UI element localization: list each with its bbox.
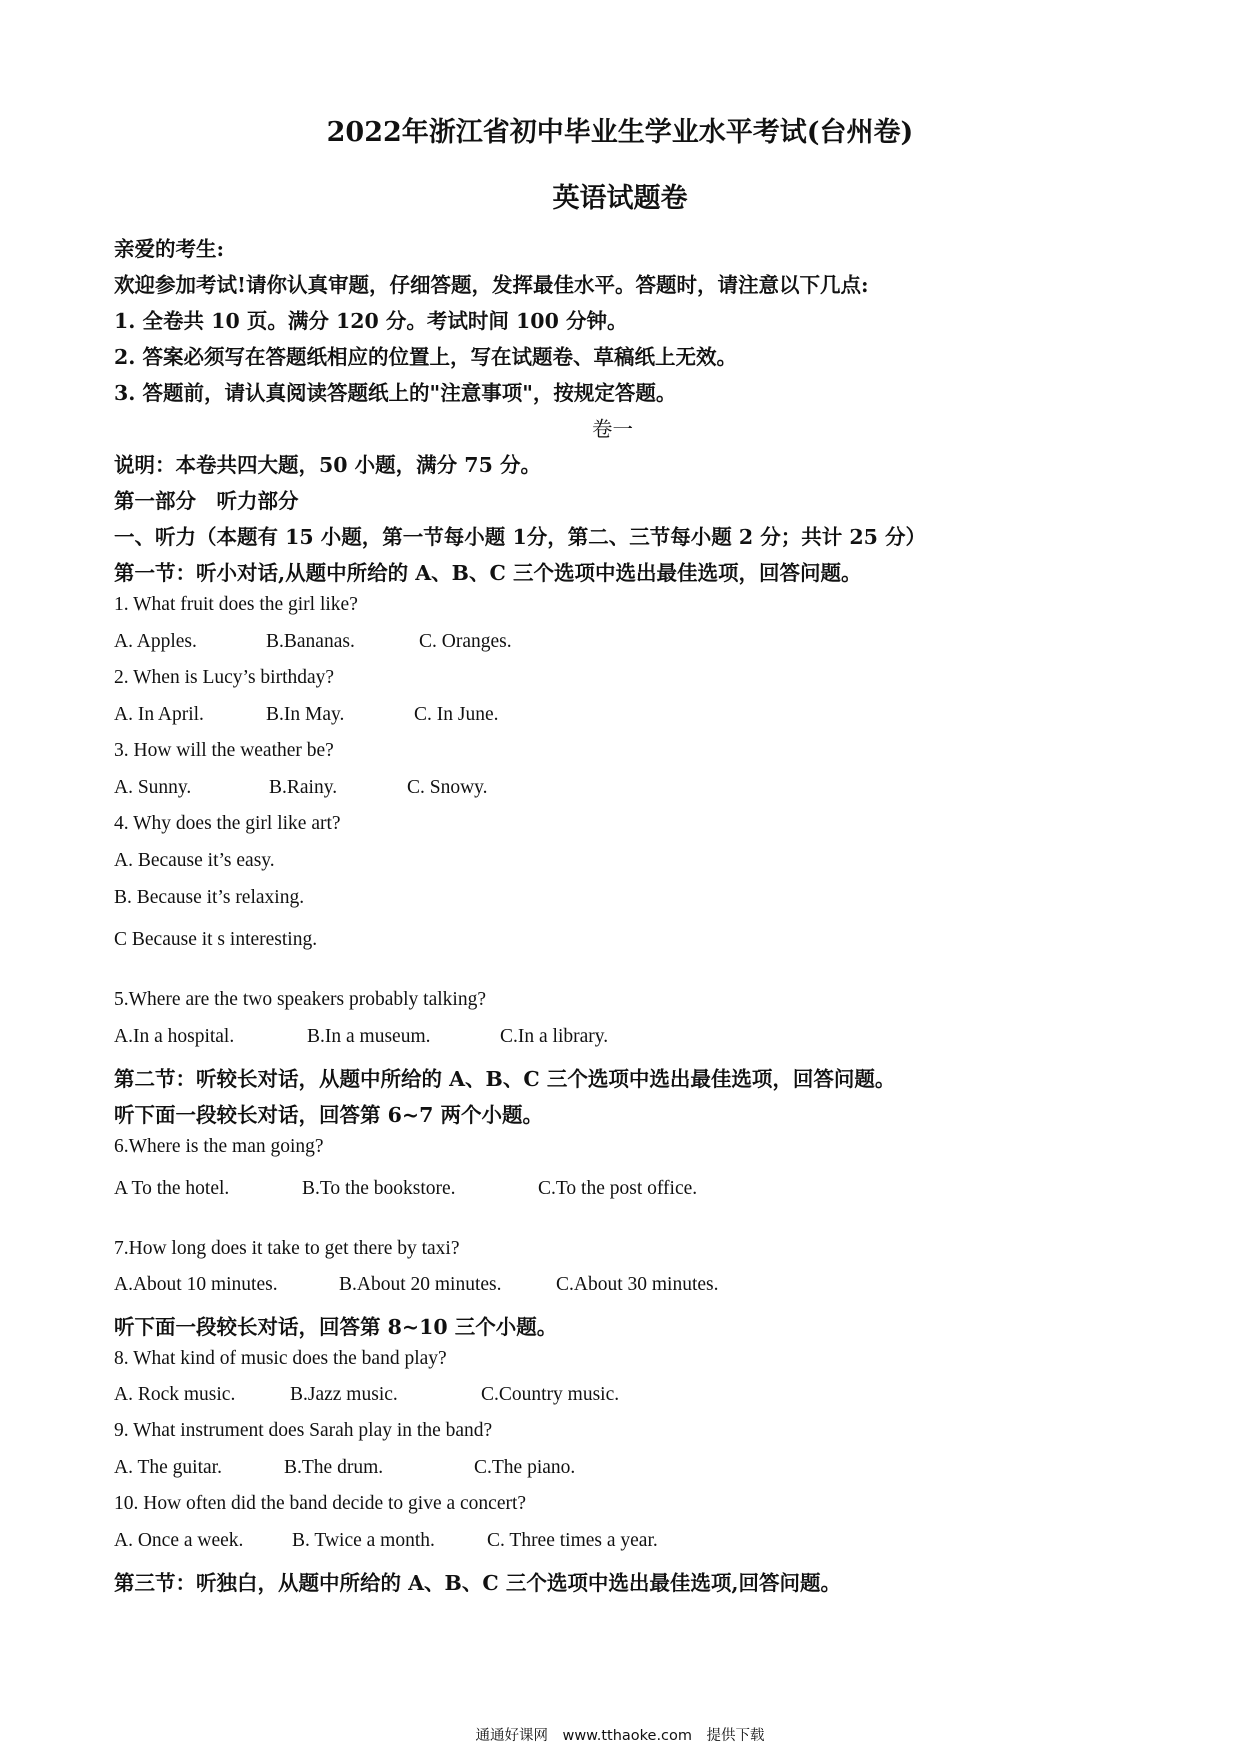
section2-instruction: 第二节：听较长对话，从题中所给的 A、B、C 三个选项中选出最佳选项，回答问题。 [114, 1067, 896, 1091]
page-subtitle: 英语试题卷 [552, 183, 688, 214]
question-1: 1. What fruit does the girl like? [114, 594, 358, 615]
section1-instruction: 第一节：听小对话,从题中所给的 A、B、C 三个选项中选出最佳选项，回答问题。 [114, 561, 862, 585]
option-8a: A. Rock music. [114, 1384, 236, 1405]
option-1a: A. Apples. [114, 631, 197, 652]
section3-instruction: 第三节：听独白，从题中所给的 A、B、C 三个选项中选出最佳选项,回答问题。 [114, 1571, 841, 1595]
option-6a: A To the hotel. [114, 1178, 230, 1199]
explanation: 说明：本卷共四大题，50 小题，满分 75 分。 [114, 453, 541, 477]
greeting: 亲爱的考生: [114, 237, 225, 261]
option-10b: B. Twice a month. [292, 1530, 435, 1551]
option-7c: C.About 30 minutes. [556, 1274, 719, 1295]
option-8b: B.Jazz music. [290, 1384, 398, 1405]
option-1c: C. Oranges. [419, 631, 512, 652]
question-6: 6.Where is the man going? [114, 1136, 324, 1157]
option-3a: A. Sunny. [114, 777, 192, 798]
dialogue-8-10-heading: 听下面一段较长对话，回答第 8~10 三个小题。 [114, 1315, 558, 1339]
option-6b: B.To the bookstore. [302, 1178, 456, 1199]
option-9a: A. The guitar. [114, 1457, 222, 1478]
option-5b: B.In a museum. [307, 1026, 431, 1047]
question-5: 5.Where are the two speakers probably talking? [114, 989, 486, 1010]
part-heading: 第一部分 听力部分 [114, 489, 299, 513]
dialogue-6-7-heading: 听下面一段较长对话，回答第 6~7 两个小题。 [114, 1103, 543, 1127]
welcome-text: 欢迎参加考试!请你认真审题，仔细答题，发挥最佳水平。答题时，请注意以下几点: [114, 273, 869, 297]
section-listening-heading: 一、听力（本题有 15 小题，第一节每小题 1分，第二、三节每小题 2 分；共计 25 分） [114, 525, 927, 549]
option-10c: C. Three times a year. [487, 1530, 658, 1551]
option-4b: B. Because it’s relaxing. [114, 887, 305, 908]
page-title: 2022年浙江省初中毕业生学业水平考试(台州卷) [326, 117, 914, 148]
footer-credit: 通通好课网 www.tthaoke.com 提供下载 [475, 1728, 765, 1744]
option-1b: B.Bananas. [266, 631, 355, 652]
option-2a: A. In April. [114, 704, 204, 725]
rule-2: 2. 答案必须写在答题纸相应的位置上，写在试题卷、草稿纸上无效。 [114, 345, 738, 369]
question-2: 2. When is Lucy’s birthday? [114, 667, 335, 688]
volume-label: 卷一 [592, 417, 633, 441]
option-10a: A. Once a week. [114, 1530, 244, 1551]
option-5c: C.In a library. [500, 1026, 609, 1047]
question-8: 8. What kind of music does the band play? [114, 1348, 447, 1369]
question-7: 7.How long does it take to get there by taxi? [114, 1238, 460, 1259]
question-4: 4. Why does the girl like art? [114, 813, 341, 834]
option-4c: C Because it s interesting. [114, 929, 318, 950]
question-9: 9. What instrument does Sarah play in the band? [114, 1420, 493, 1441]
option-3b: B.Rainy. [269, 777, 338, 798]
option-2c: C. In June. [414, 704, 499, 725]
rule-1: 1. 全卷共 10 页。满分 120 分。考试时间 100 分钟。 [114, 309, 628, 333]
option-2b: B.In May. [266, 704, 345, 725]
option-3c: C. Snowy. [407, 777, 488, 798]
option-9b: B.The drum. [284, 1457, 384, 1478]
option-7a: A.About 10 minutes. [114, 1274, 278, 1295]
option-9c: C.The piano. [474, 1457, 576, 1478]
option-6c: C.To the post office. [538, 1178, 698, 1199]
question-10: 10. How often did the band decide to give a concert? [114, 1493, 527, 1514]
option-4a: A. Because it’s easy. [114, 850, 275, 871]
option-5a: A.In a hospital. [114, 1026, 235, 1047]
rule-3: 3. 答题前，请认真阅读答题纸上的"注意事项"，按规定答题。 [114, 381, 677, 405]
option-7b: B.About 20 minutes. [339, 1274, 502, 1295]
question-3: 3. How will the weather be? [114, 740, 334, 761]
option-8c: C.Country music. [481, 1384, 620, 1405]
